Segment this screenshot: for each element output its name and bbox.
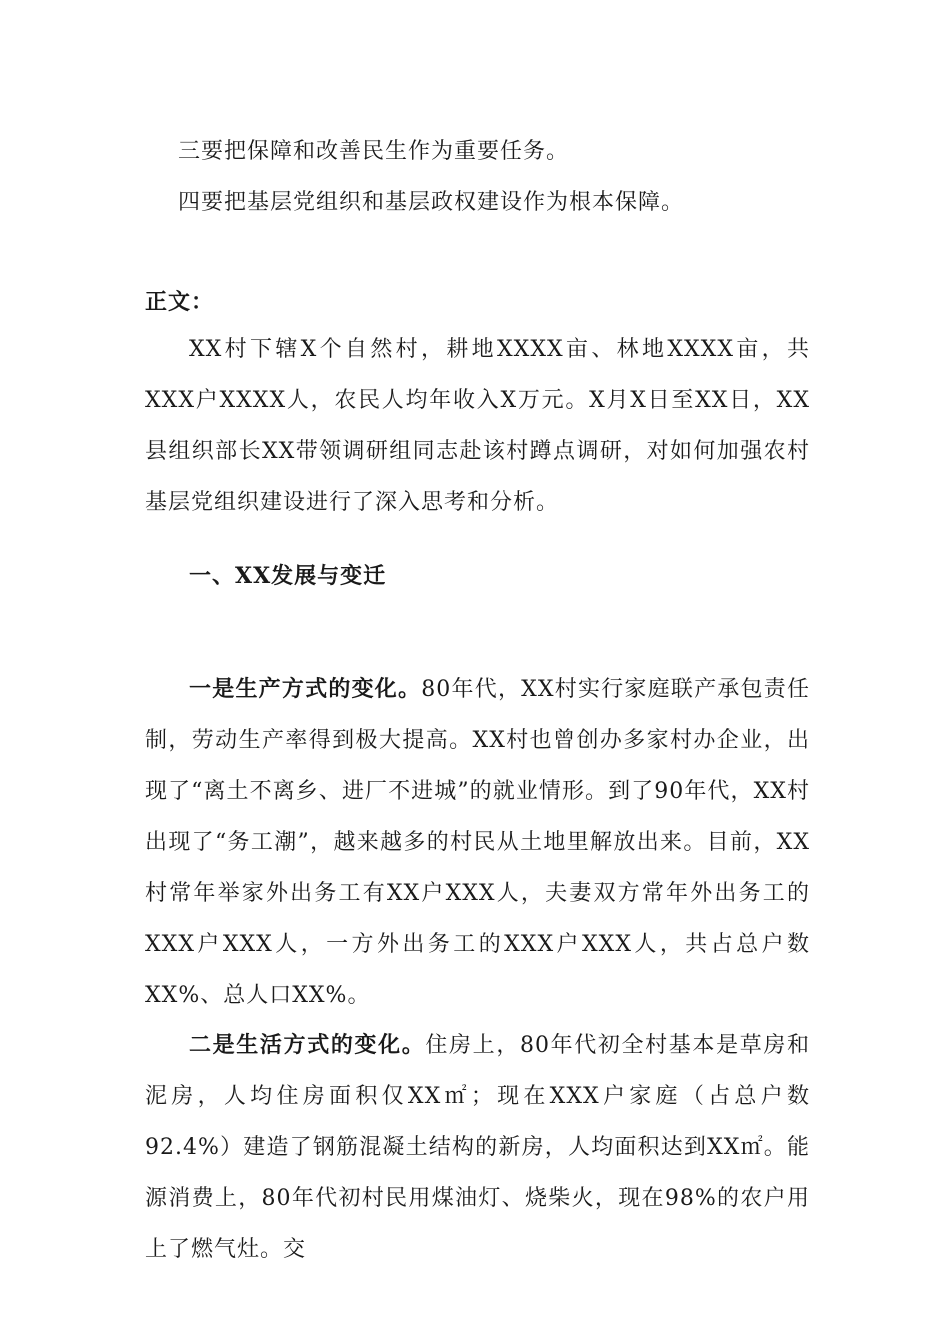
paragraph-text: 住房上，80年代初全村基本是草房和泥房，人均住房面积仅XX㎡；现在XXX户家庭（占总户数92.4%）建造了钢筋混凝土结构的新房，人均面积达到XX㎡。能源消费上，80年代初村民用煤油灯、烧柴火，现在98%的农户用上了燃气灶。交 bbox=[145, 1033, 810, 1262]
paragraph-lifestyle-change bbox=[145, 1020, 810, 1275]
section-heading: 一、XX发展与变迁 bbox=[189, 563, 387, 589]
intro-line-4: 四要把基层党组织和基层政权建设作为根本保障。 bbox=[178, 190, 685, 215]
paragraph-text: 80年代，XX村实行家庭联产承包责任制，劳动生产率得到极大提高。XX村也曾创办多家村办企业，出现了“离土不离乡、进厂不进城”的就业情形。到了90年代，XX村出现了“务工潮”，越来越多的村民从土地里解放出来。目前，XX村常年举家外出务工有XX户XXX人，夫妻双方常年外出务工的XXX户XXX人，一方外出务工的XXX户XXX人，共占总户数XX%、总人口XX%。 bbox=[145, 677, 810, 1008]
paragraph-village-overview: XX村下辖X个自然村，耕地XXXX亩、林地XXXX亩，共XXX户XXXX人，农民人均年收入X万元。X月X日至XX日，XX县组织部长XX带领调研组同志赴该村蹲点调研，对如何加强农村基层党组织建设进行了深入思考和分析。 bbox=[145, 337, 810, 515]
main-text-label: 正文： bbox=[145, 289, 215, 315]
paragraph-production-change bbox=[145, 664, 810, 1021]
intro-line-3: 三要把保障和改善民生作为重要任务。 bbox=[178, 139, 570, 164]
paragraph-lead: 一是生产方式的变化。 bbox=[189, 676, 422, 702]
paragraph-lead: 二是生活方式的变化。 bbox=[189, 1032, 426, 1058]
